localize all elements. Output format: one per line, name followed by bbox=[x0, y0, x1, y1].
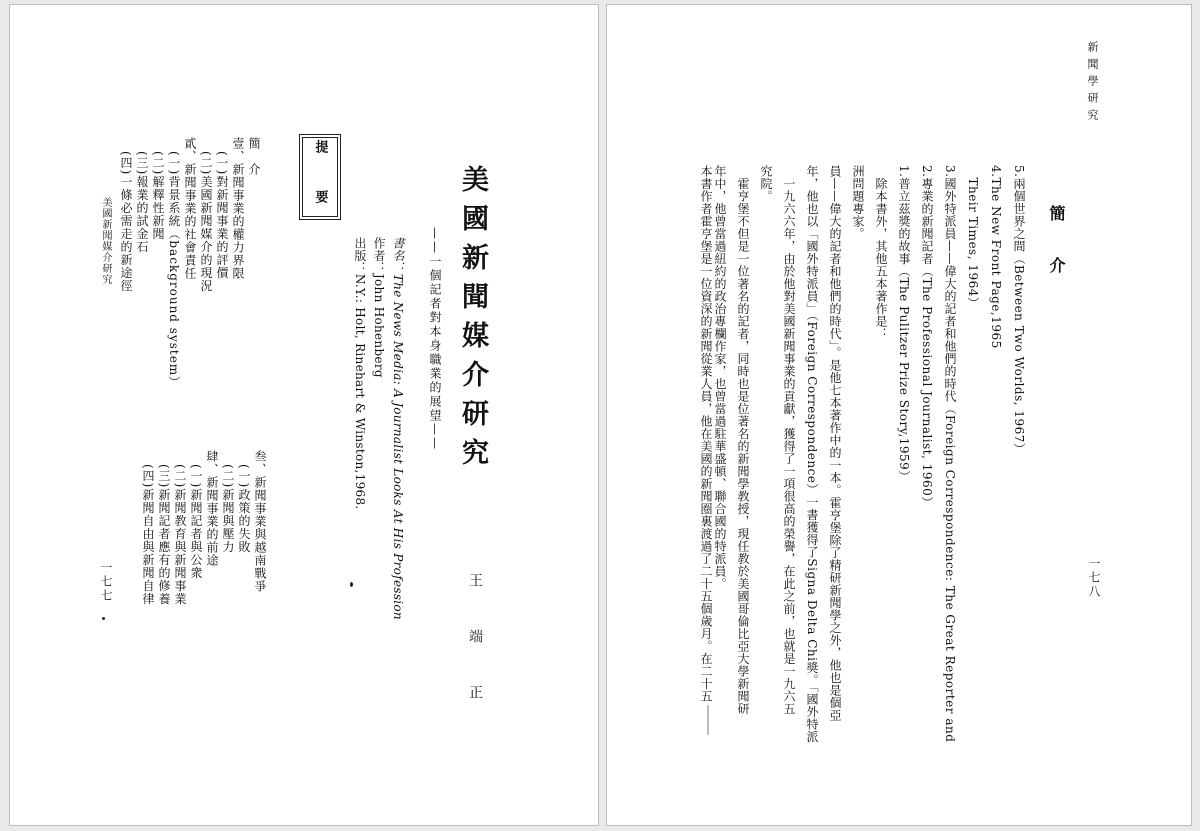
scan-speck bbox=[350, 582, 353, 587]
book-publisher-line: 出版：N.Y.: Holt, Rinehart & Winston,1968. bbox=[353, 237, 367, 510]
book-author-line: 作者：John Hohenberg bbox=[372, 237, 386, 378]
left-page bbox=[9, 4, 599, 826]
outline-item: (二)新聞與壓力 bbox=[221, 464, 235, 554]
outline-item: (二)美國新聞媒介的現況 bbox=[199, 151, 213, 293]
body-line: 年，他也以「國外特派員」（Foreign Correspondence）一書獲得了Signa Delta Chi獎。「國外特派 bbox=[805, 165, 819, 743]
section-title: 簡 介 bbox=[1047, 205, 1066, 283]
body-line: 本書作者霍亨堡是一位資深的新聞從業人員，他在美國的新聞圈裏渡過了二十五個歲月。在二十五 bbox=[699, 165, 713, 703]
scan-speck bbox=[102, 617, 105, 620]
body-line: 一九六六年，由於他對美國新聞事業的貢獻，獲得了一項很高的榮譽，在此之前，也就是一九六五 bbox=[782, 165, 796, 715]
body-line: 洲問題專家。 bbox=[851, 165, 865, 240]
outline-item: (四)新聞自由與新聞自律 bbox=[141, 464, 155, 606]
body-line: 1.普立茲獎的故事（The Pulitzer Prize Story,1959） bbox=[897, 165, 911, 483]
body-line: 年中，他曾當過紐約的政治專欄作家，也曾當過駐華盛頓、聯合國的特派員。 bbox=[713, 165, 727, 590]
article-title: 美國新聞媒介研究 bbox=[457, 165, 488, 477]
abstract-label-box bbox=[302, 137, 338, 217]
right-page bbox=[606, 4, 1192, 826]
abstract-label: 提 要 bbox=[312, 139, 328, 215]
outline-column-2 bbox=[140, 450, 268, 605]
page-number: 一七八 bbox=[1087, 557, 1101, 599]
outline-item: 貳、新聞事業的社會責任 bbox=[183, 137, 197, 280]
outline-item: (四)一條必需走的新途徑 bbox=[119, 151, 133, 293]
page-number: 一七七 bbox=[99, 561, 113, 603]
body-line: 4.The New Front Page,1965 bbox=[989, 165, 1003, 349]
outline-item: 肆、新聞事業的前途 bbox=[205, 450, 219, 567]
outline-item: (一)新聞記者與公衆 bbox=[189, 464, 203, 580]
outline-item: (三)報業的試金石 bbox=[135, 151, 149, 254]
body-line: 霍亨堡不但是一位著名的記者，同時也是位著名的新聞學教授，現任教於美國哥倫比亞大學新聞研 bbox=[736, 165, 750, 715]
outline-item: (二)解釋性新聞 bbox=[151, 151, 165, 241]
outline-item: 叁、新聞事業與越南戰爭 bbox=[253, 450, 267, 593]
body-line: 3.國外特派員——偉大的記者和他們的時代（Foreign Correspondence: The Great Reporter and bbox=[943, 165, 957, 743]
outline-item: (一)政策的失敗 bbox=[237, 464, 251, 554]
body-line: 5.兩個世界之間（Between Two Worlds, 1967） bbox=[1012, 165, 1026, 456]
book-title-line: 書名：The News Media: A Journalist Looks At His Profession bbox=[391, 237, 405, 620]
body-line: 2.專業的新聞記者（The Professional Journalist, 1960） bbox=[920, 165, 934, 509]
article-author: 王 端 正 bbox=[467, 573, 483, 713]
body-line: Their Times, 1964） bbox=[966, 165, 980, 310]
outline-item: (一)背景系統（background system） bbox=[167, 151, 181, 390]
body-line: 除本書外，其他五本著作是： bbox=[874, 165, 888, 340]
outline-item: (二)新聞教育與新聞事業 bbox=[173, 464, 187, 606]
running-footer: 美國新聞媒介研究 bbox=[100, 197, 111, 285]
article-subtitle: ——一個記者對本身職業的展望—— bbox=[428, 227, 442, 451]
outline-item: 簡 介 bbox=[247, 137, 261, 176]
journal-name: 新聞學研究 bbox=[1086, 41, 1099, 126]
outline-column-1 bbox=[118, 137, 262, 437]
outline-item: 壹、新聞事業的權力界限 bbox=[231, 137, 245, 280]
body-line: 員——偉大的記者和他們的時代」。是他七本著作中的一本。霍亨堡除了精研新聞學之外，他也是個亞 bbox=[828, 165, 842, 722]
outline-item: (一)對新聞事業的評價 bbox=[215, 151, 229, 280]
scan-speck bbox=[707, 705, 709, 735]
body-line: 究院。 bbox=[759, 165, 773, 203]
body-text bbox=[699, 165, 1035, 745]
outline-item: (三)新聞記者應有的修養 bbox=[157, 464, 171, 606]
